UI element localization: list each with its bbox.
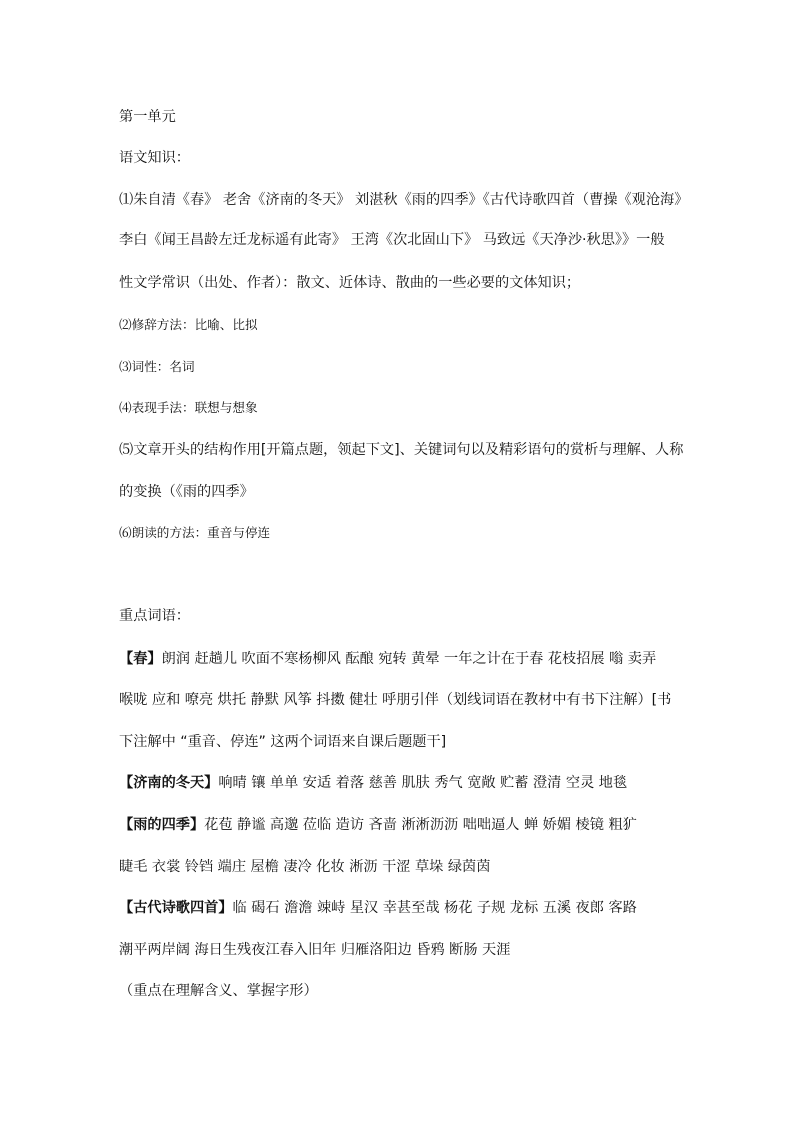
unit-title: 第一单元 [119,109,176,125]
vocab-words: 临 碣石 澹澹 竦峙 星汉 幸甚至哉 杨花 子规 龙标 五溪 夜郎 客路 [232,900,637,916]
vocab-note: （重点在理解含义、掌握字形） [119,983,318,999]
knowledge-item-reading: ⑹朗读的方法：重音与停连 [119,525,271,540]
vocab-words: 喉咙 应和 嘹亮 烘托 静默 风筝 抖擞 健壮 呼朋引伴（划线词语在教材中有书下注解）[书 [119,692,672,708]
knowledge-item-part-of-speech: ⑶词性：名词 [119,359,195,374]
knowledge-heading: 语文知识： [119,150,190,166]
vocab-line-1 [119,650,656,668]
knowledge-item-rhetoric: ⑵修辞方法：比喻、比拟 [119,317,258,332]
vocab-tag-spring: 【春】 [119,651,162,667]
vocab-line-3 [119,733,446,751]
knowledge-item-structure: ⑸文章开头的结构作用[开篇点题，领起下文]、关键词句以及精彩语句的赏析与理解、人称 [119,442,684,458]
vocab-line-8 [119,941,510,959]
vocab-words: 睫毛 衣裳 铃铛 端庄 屋檐 凄冷 化妆 淅沥 干涩 草垛 绿茵茵 [119,859,491,875]
knowledge-item-technique: ⑷表现手法：联想与想象 [119,400,258,415]
vocab-words: 响晴 镶 单单 安适 着落 慈善 肌肤 秀气 宽敞 贮蓄 澄清 空灵 地毯 [218,775,628,791]
vocab-line-4 [119,774,627,792]
vocab-tag-jinan-winter: 【济南的冬天】 [119,775,219,791]
vocab-heading: 重点词语： [119,608,190,624]
vocab-tag-ancient-poems: 【古代诗歌四首】 [119,900,233,916]
knowledge-line-1: ⑴朱自清《春》 老舍《济南的冬天》 刘湛秋《雨的四季》《古代诗歌四首（曹操《观沧海》 [119,192,689,208]
vocab-line-6 [119,858,490,876]
vocab-line-5 [119,816,637,834]
vocab-line-2 [119,691,671,709]
knowledge-line-2: 李白《闻王昌龄左迁龙标遥有此寄》 王湾《次北固山下》 马致远《天净沙·秋思》》一般 [119,232,665,248]
vocab-words: 下注解中 “重音、停连” 这两个词语来自课后题题干] [119,734,447,750]
knowledge-line-3: 性文学常识（出处、作者）：散文、近体诗、散曲的一些必要的文体知识； [119,275,581,291]
vocab-words: 潮平两岸阔 海日生残夜江春入旧年 归雁洛阳边 昏鸦 断肠 天涯 [119,942,511,958]
vocab-line-7 [119,899,637,917]
vocab-words: 花苞 静谧 高邈 莅临 造访 吝啬 淅淅沥沥 咄咄逼人 蝉 娇媚 棱镜 粗犷 [204,817,637,833]
vocab-tag-four-seasons-rain: 【雨的四季】 [119,817,205,833]
vocab-words: 朗润 赶趟儿 吹面不寒杨柳风 酝酿 宛转 黄晕 一年之计在于春 花枝招展 嗡 卖弄 [161,651,657,667]
knowledge-item-structure-cont: 的变换（《雨的四季》 [119,484,254,500]
